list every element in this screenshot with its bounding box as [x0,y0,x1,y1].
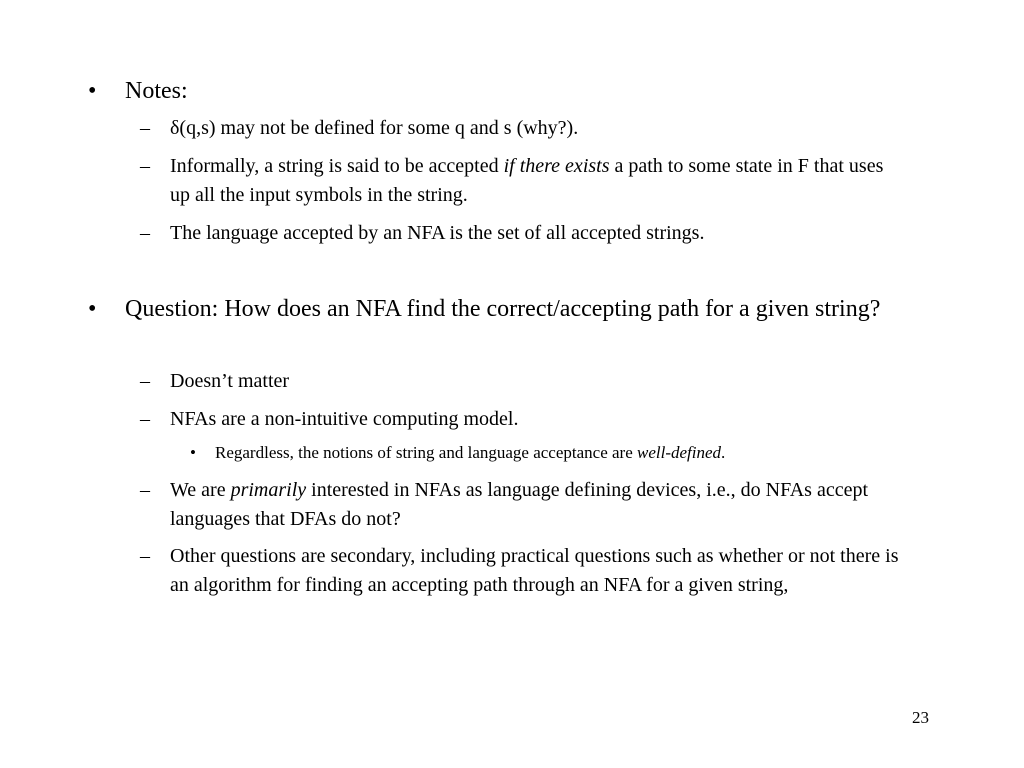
question-heading: Question: How does an NFA find the correct/accepting path for a given string? [125,296,881,322]
text-run: interested in NFAs as language defining devices, i.e., do NFAs accept languages that DFAs do not? [170,479,869,530]
notes-item-2 [140,152,900,210]
question-subitem-text [215,442,930,464]
text-run: . [721,443,726,462]
question-item-2-text: NFAs are a non-intuitive computing model. [170,408,519,430]
dash-icon: – [140,222,150,244]
bullet-icon: • [190,443,196,462]
question-item-2 [140,405,930,434]
dash-icon: – [140,408,150,430]
bullet-icon: • [88,78,97,104]
emphasis-text: primarily [230,479,307,501]
notes-item-2-text [170,152,900,210]
dash-icon: – [140,155,150,177]
notes-item-3 [140,219,930,248]
notes-item-3-text: The language accepted by an NFA is the set of all accepted strings. [170,222,705,244]
notes-heading: Notes: [125,78,188,104]
question-item-4 [140,542,920,600]
question-subitem [190,442,930,464]
question-item-1-text: Doesn’t matter [170,370,290,392]
notes-item-1 [140,114,930,143]
bullet-notes [88,75,888,108]
page-number: 23 [912,708,929,727]
emphasis-text: if there exists [503,155,610,177]
text-run: We are [170,479,231,501]
dash-icon: – [140,545,150,567]
dash-icon: – [140,479,150,501]
bullet-icon: • [88,296,97,322]
dash-icon: – [140,117,150,139]
question-item-4-text: Other questions are secondary, including practical questions such as whether or not there is an algorithm for finding an accepting path through an NFA for a given string, [170,545,899,596]
text-run: Informally, a string is said to be accepted [170,155,504,177]
question-item-3 [140,476,920,534]
text-run: Regardless, the notions of string and language acceptance are [215,443,638,462]
bullet-question [88,293,888,326]
emphasis-text: well-defined [637,443,722,462]
question-item-3-text [170,476,920,534]
text-run: a path to some state in F that uses up all the input symbols in the string. [170,155,884,206]
dash-icon: – [140,370,150,392]
question-item-1 [140,367,930,396]
notes-item-1-text: δ(q,s) may not be defined for some q and s (why?). [170,117,579,139]
